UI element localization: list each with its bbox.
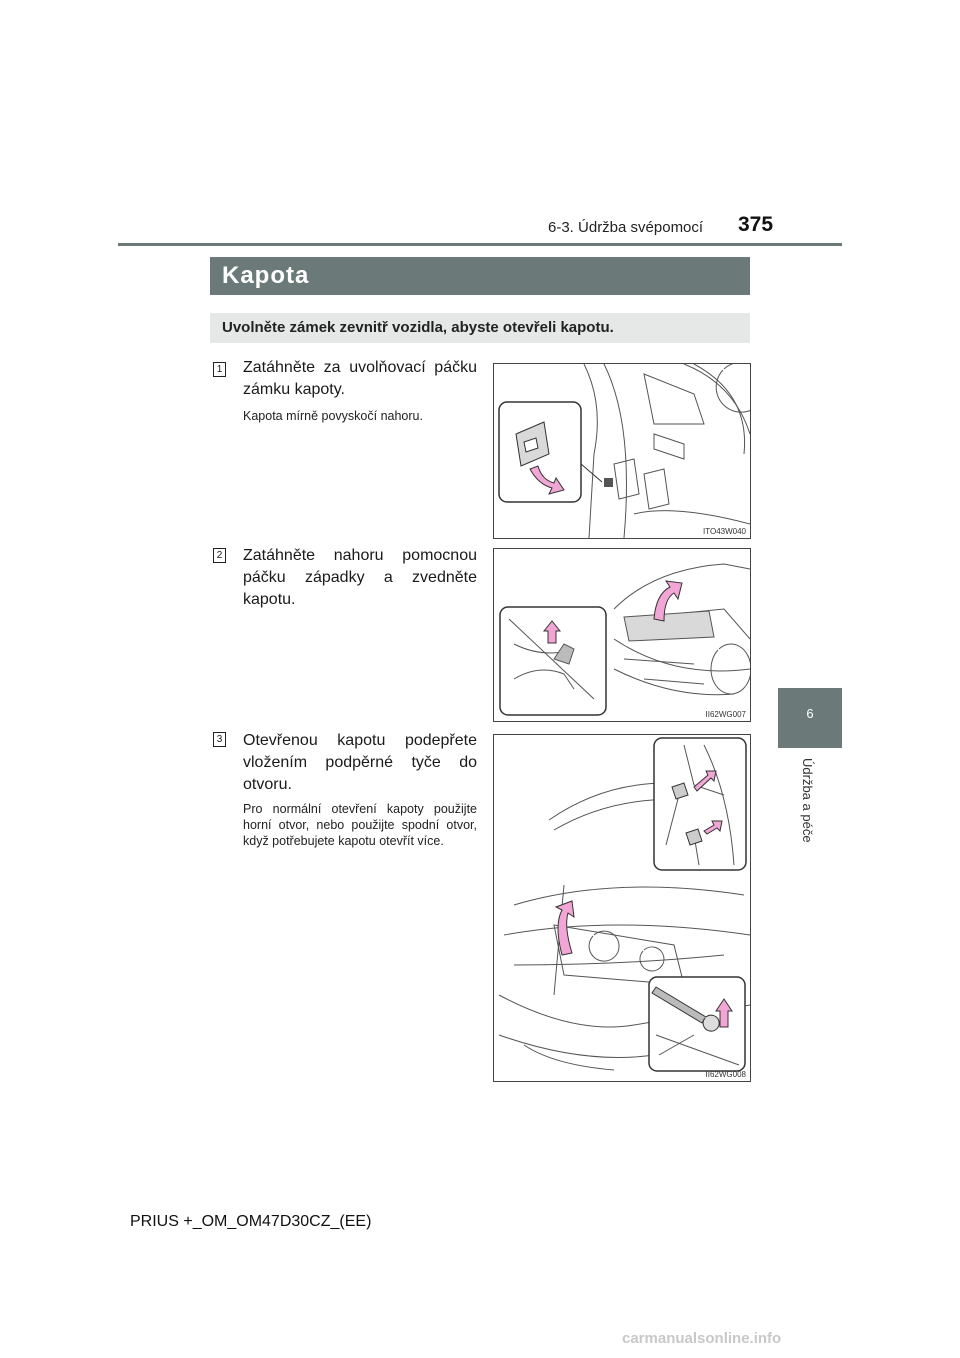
subtitle: Uvolněte zámek zevnitř vozidla, abyste otevřeli kapotu.: [222, 319, 614, 336]
chapter-label: Údržba a péče: [800, 758, 815, 843]
page-title: Kapota: [222, 262, 310, 289]
chapter-number: 6: [806, 706, 814, 721]
figure-code: ITO43W040: [703, 527, 746, 536]
step-3-number: 3: [213, 732, 226, 747]
document-code: PRIUS +_OM_OM47D30CZ_(EE): [130, 1213, 372, 1230]
step-1-note: Kapota mírně povyskočí nahoru.: [243, 409, 423, 423]
step-3-note: Pro normální otevření kapoty použijte horní otvor, nebo použijte spodní otvor, když potřebujete kapotu otevřít více.: [243, 802, 477, 848]
step-1-number: 1: [213, 362, 226, 377]
step-2-number: 2: [213, 548, 226, 563]
figure-hood-latch-lever: [493, 548, 751, 722]
section-title: 6-3. Údržba svépomocí: [548, 219, 704, 236]
step-3-text: Otevřenou kapotu podepřete vložením podpěrné tyče do otvoru.: [243, 732, 477, 793]
step-1-text: Zatáhněte za uvolňovací páčku zámku kapoty.: [243, 359, 477, 398]
figure-code: II62WG007: [705, 710, 746, 719]
step-2-text: Zatáhněte nahoru pomocnou páčku západky a zvedněte kapotu.: [243, 547, 477, 608]
watermark: carmanualsonline.info: [622, 1330, 782, 1347]
figure-code: II62WG008: [705, 1070, 746, 1079]
figure-hood-release-lever: [493, 363, 751, 539]
header-rule: [118, 243, 842, 246]
figure-hood-support-rod: [493, 734, 751, 1082]
page-number: 375: [738, 213, 774, 236]
